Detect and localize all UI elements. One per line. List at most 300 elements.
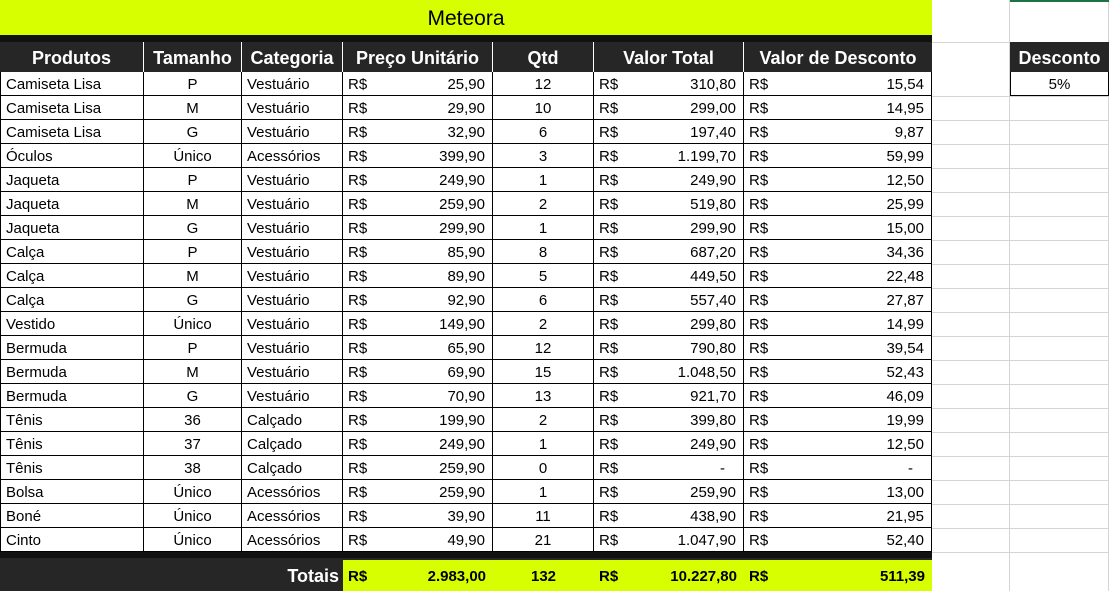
currency-symbol: R$ xyxy=(599,412,619,429)
header-valor-desconto[interactable]: Valor de Desconto xyxy=(759,48,917,68)
currency-symbol: R$ xyxy=(599,172,619,189)
cell-valor-total-value: 249,90 xyxy=(690,436,736,453)
cell-valor-desconto[interactable] xyxy=(744,360,932,383)
cell-qtd[interactable]: 6 xyxy=(493,120,594,143)
cell-valor-desconto[interactable] xyxy=(744,120,932,143)
cell-qtd[interactable]: 0 xyxy=(493,456,594,479)
currency-symbol: R$ xyxy=(749,268,769,285)
cell-valor-desconto-value: 52,43 xyxy=(886,364,924,381)
cell-preco-unitario-value: 259,90 xyxy=(439,460,485,477)
cell-valor-total-value: 438,90 xyxy=(690,508,736,525)
cell-preco-unitario[interactable] xyxy=(343,240,493,263)
currency-symbol: R$ xyxy=(599,508,619,525)
cell-produto[interactable]: Calça xyxy=(0,288,144,311)
cell-produto[interactable]: Camiseta Lisa xyxy=(0,72,144,95)
cell-preco-unitario-value: 259,90 xyxy=(439,484,485,501)
cell-categoria[interactable]: Acessórios xyxy=(242,528,343,551)
cell-valor-total[interactable] xyxy=(594,480,744,503)
cell-tamanho[interactable]: G xyxy=(144,288,242,311)
currency-symbol: R$ xyxy=(348,460,368,477)
cell-valor-total[interactable] xyxy=(594,96,744,119)
cell-qtd[interactable]: 12 xyxy=(493,336,594,359)
cell-preco-unitario[interactable] xyxy=(343,432,493,455)
cell-valor-total-value: 299,00 xyxy=(690,100,736,117)
cell-preco-unitario[interactable] xyxy=(343,408,493,431)
title-separator xyxy=(0,35,932,42)
cell-valor-desconto[interactable] xyxy=(744,480,932,503)
cell-categoria[interactable]: Vestuário xyxy=(242,120,343,143)
cell-qtd[interactable]: 5 xyxy=(493,264,594,287)
cell-produto[interactable]: Camiseta Lisa xyxy=(0,96,144,119)
cell-valor-desconto[interactable] xyxy=(744,312,932,335)
cell-categoria[interactable]: Vestuário xyxy=(242,216,343,239)
cell-valor-total-value: 1.048,50 xyxy=(677,364,736,381)
cell-preco-unitario-value: 89,90 xyxy=(447,268,485,285)
totals-valor-total-cell[interactable] xyxy=(594,560,744,591)
table-row xyxy=(0,144,932,168)
cell-categoria[interactable]: Calçado xyxy=(242,408,343,431)
cell-valor-total[interactable] xyxy=(594,120,744,143)
totals-valor-total: 10.227,80 xyxy=(670,568,737,585)
cell-qtd[interactable]: 2 xyxy=(493,312,594,335)
cell-qtd[interactable]: 21 xyxy=(493,528,594,551)
totals-preco-cell[interactable] xyxy=(343,560,493,591)
cell-valor-desconto-value: 12,50 xyxy=(886,172,924,189)
cell-preco-unitario-value: 249,90 xyxy=(439,436,485,453)
cell-categoria[interactable]: Vestuário xyxy=(242,336,343,359)
cell-valor-total-value: 790,80 xyxy=(690,340,736,357)
cell-preco-unitario-value: 32,90 xyxy=(447,124,485,141)
cell-categoria[interactable]: Acessórios xyxy=(242,504,343,527)
cell-preco-unitario-value: 399,90 xyxy=(439,148,485,165)
cell-valor-total[interactable] xyxy=(594,192,744,215)
cell-valor-desconto-value: 21,95 xyxy=(886,508,924,525)
currency-symbol: R$ xyxy=(599,244,619,261)
currency-symbol: R$ xyxy=(348,532,368,549)
cell-valor-total-value: 921,70 xyxy=(690,388,736,405)
currency-symbol: R$ xyxy=(348,436,368,453)
cell-preco-unitario-value: 149,90 xyxy=(439,316,485,333)
cell-produto[interactable]: Camiseta Lisa xyxy=(0,120,144,143)
totals-row xyxy=(0,558,932,591)
currency-symbol: R$ xyxy=(348,340,368,357)
table-row xyxy=(0,480,932,504)
cell-preco-unitario[interactable] xyxy=(343,216,493,239)
cell-valor-desconto[interactable] xyxy=(744,192,932,215)
cell-preco-unitario-value: 259,90 xyxy=(439,196,485,213)
currency-symbol: R$ xyxy=(348,124,368,141)
cell-valor-desconto-value: 9,87 xyxy=(894,124,924,141)
cell-produto[interactable]: Cinto xyxy=(0,528,144,551)
cell-valor-desconto-value: 52,40 xyxy=(886,532,924,549)
cell-valor-total[interactable] xyxy=(594,240,744,263)
currency-symbol: R$ xyxy=(599,196,619,213)
table-row xyxy=(0,408,932,432)
currency-symbol: R$ xyxy=(749,460,769,477)
cell-tamanho[interactable]: Único xyxy=(144,480,242,503)
currency-symbol: R$ xyxy=(348,412,368,429)
cell-preco-unitario-value: 92,90 xyxy=(447,292,485,309)
currency-symbol: R$ xyxy=(599,316,619,333)
currency-symbol: R$ xyxy=(348,268,368,285)
currency-symbol: R$ xyxy=(348,484,368,501)
cell-tamanho[interactable]: G xyxy=(144,384,242,407)
cell-valor-total-value: 259,90 xyxy=(690,484,736,501)
table-row xyxy=(0,288,932,312)
header-qtd[interactable]: Qtd xyxy=(493,42,594,72)
cell-valor-desconto-value: 15,54 xyxy=(886,76,924,93)
currency-symbol: R$ xyxy=(749,220,769,237)
table-row xyxy=(0,312,932,336)
cell-preco-unitario[interactable] xyxy=(343,96,493,119)
currency-symbol: R$ xyxy=(348,172,368,189)
totals-preco: 2.983,00 xyxy=(427,568,486,585)
currency-symbol: R$ xyxy=(749,100,769,117)
table-row xyxy=(0,264,932,288)
sheet-title[interactable]: Meteora xyxy=(0,0,932,35)
cell-valor-desconto[interactable] xyxy=(744,384,932,407)
cell-qtd[interactable]: 1 xyxy=(493,168,594,191)
cell-categoria[interactable]: Acessórios xyxy=(242,144,343,167)
currency-symbol: R$ xyxy=(749,340,769,357)
table-row xyxy=(0,432,932,456)
cell-tamanho[interactable]: G xyxy=(144,216,242,239)
cell-produto[interactable]: Bolsa xyxy=(0,480,144,503)
currency-symbol: R$ xyxy=(599,388,619,405)
cell-tamanho[interactable]: P xyxy=(144,72,242,95)
cell-produto[interactable]: Vestido xyxy=(0,312,144,335)
cell-preco-unitario[interactable] xyxy=(343,336,493,359)
currency-symbol: R$ xyxy=(599,364,619,381)
cell-qtd[interactable]: 11 xyxy=(493,504,594,527)
cell-valor-total-value: 399,80 xyxy=(690,412,736,429)
currency-symbol: R$ xyxy=(749,172,769,189)
currency-symbol: R$ xyxy=(348,316,368,333)
currency-symbol: R$ xyxy=(348,244,368,261)
currency-symbol: R$ xyxy=(599,124,619,141)
cell-valor-total-value: 197,40 xyxy=(690,124,736,141)
cell-preco-unitario[interactable] xyxy=(343,504,493,527)
currency-symbol: R$ xyxy=(348,388,368,405)
currency-symbol: R$ xyxy=(599,220,619,237)
cell-tamanho[interactable]: G xyxy=(144,120,242,143)
cell-categoria[interactable]: Vestuário xyxy=(242,96,343,119)
cell-valor-total[interactable] xyxy=(594,312,744,335)
cell-valor-desconto[interactable] xyxy=(744,504,932,527)
currency-symbol: R$ xyxy=(348,76,368,93)
currency-symbol: R$ xyxy=(348,196,368,213)
cell-categoria[interactable]: Vestuário xyxy=(242,384,343,407)
cell-tamanho[interactable]: P xyxy=(144,168,242,191)
totals-desconto-cell[interactable] xyxy=(744,560,932,591)
currency-symbol: R$ xyxy=(749,196,769,213)
currency-symbol: R$ xyxy=(599,568,619,585)
cell-preco-unitario[interactable] xyxy=(343,168,493,191)
table-row xyxy=(0,528,932,552)
currency-symbol: R$ xyxy=(599,76,619,93)
currency-symbol: R$ xyxy=(749,388,769,405)
table-row xyxy=(0,384,932,408)
currency-symbol: R$ xyxy=(749,148,769,165)
cell-categoria[interactable]: Calçado xyxy=(242,456,343,479)
cell-valor-desconto-value: 22,48 xyxy=(886,268,924,285)
table-row xyxy=(0,96,932,120)
currency-symbol: R$ xyxy=(749,436,769,453)
cell-tamanho[interactable]: 36 xyxy=(144,408,242,431)
cell-produto[interactable]: Óculos xyxy=(0,144,144,167)
table-row xyxy=(0,456,932,480)
cell-valor-total[interactable] xyxy=(594,432,744,455)
cell-tamanho[interactable]: M xyxy=(144,360,242,383)
cell-preco-unitario[interactable] xyxy=(343,288,493,311)
cell-preco-unitario[interactable] xyxy=(343,456,493,479)
currency-symbol: R$ xyxy=(599,268,619,285)
cell-tamanho[interactable]: P xyxy=(144,240,242,263)
cell-qtd[interactable]: 1 xyxy=(493,480,594,503)
cell-valor-total-value: 519,80 xyxy=(690,196,736,213)
cell-valor-total[interactable] xyxy=(594,504,744,527)
currency-symbol: R$ xyxy=(348,568,368,585)
cell-produto[interactable]: Jaqueta xyxy=(0,216,144,239)
cell-valor-desconto[interactable] xyxy=(744,240,932,263)
currency-symbol: R$ xyxy=(749,364,769,381)
cell-preco-unitario[interactable] xyxy=(343,120,493,143)
cell-preco-unitario[interactable] xyxy=(343,264,493,287)
cell-valor-desconto-value: 13,00 xyxy=(886,484,924,501)
cell-preco-unitario-value: 49,90 xyxy=(447,532,485,549)
cell-preco-unitario[interactable] xyxy=(343,144,493,167)
currency-symbol: R$ xyxy=(348,100,368,117)
discount-rate-cell[interactable]: 5% xyxy=(1010,72,1109,96)
currency-symbol: R$ xyxy=(348,364,368,381)
totals-desconto: 511,39 xyxy=(879,568,925,585)
cell-valor-desconto-value: 46,09 xyxy=(886,388,924,405)
cell-preco-unitario-value: 39,90 xyxy=(447,508,485,525)
cell-qtd[interactable]: 2 xyxy=(493,408,594,431)
discount-header[interactable]: Desconto xyxy=(1010,42,1109,72)
cell-valor-total-value: 557,40 xyxy=(690,292,736,309)
currency-symbol: R$ xyxy=(749,568,769,585)
cell-qtd[interactable]: 1 xyxy=(493,216,594,239)
cell-valor-total[interactable] xyxy=(594,408,744,431)
currency-symbol: R$ xyxy=(599,532,619,549)
cell-preco-unitario[interactable] xyxy=(343,360,493,383)
cell-categoria[interactable]: Vestuário xyxy=(242,72,343,95)
cell-valor-total[interactable] xyxy=(594,144,744,167)
cell-tamanho[interactable]: M xyxy=(144,264,242,287)
cell-valor-desconto-value: 39,54 xyxy=(886,340,924,357)
cell-valor-total-value: 449,50 xyxy=(690,268,736,285)
cell-tamanho[interactable]: P xyxy=(144,336,242,359)
cell-valor-total-value: 299,90 xyxy=(690,220,736,237)
cell-produto[interactable]: Bermuda xyxy=(0,360,144,383)
cell-preco-unitario[interactable] xyxy=(343,312,493,335)
currency-symbol: R$ xyxy=(749,412,769,429)
cell-produto[interactable]: Boné xyxy=(0,504,144,527)
cell-preco-unitario-value: 65,90 xyxy=(447,340,485,357)
header-categoria[interactable]: Categoria xyxy=(242,42,343,72)
currency-symbol: R$ xyxy=(749,532,769,549)
cell-preco-unitario-value: 25,90 xyxy=(447,76,485,93)
cell-preco-unitario-value: 70,90 xyxy=(447,388,485,405)
currency-symbol: R$ xyxy=(348,508,368,525)
cell-produto[interactable]: Tênis xyxy=(0,456,144,479)
cell-preco-unitario-value: 69,90 xyxy=(447,364,485,381)
currency-symbol: R$ xyxy=(749,292,769,309)
cell-valor-total[interactable] xyxy=(594,216,744,239)
cell-produto[interactable]: Jaqueta xyxy=(0,192,144,215)
cell-tamanho[interactable]: 37 xyxy=(144,432,242,455)
cell-preco-unitario[interactable] xyxy=(343,480,493,503)
cell-valor-desconto[interactable] xyxy=(744,216,932,239)
cell-categoria[interactable]: Vestuário xyxy=(242,360,343,383)
cell-valor-desconto[interactable] xyxy=(744,456,932,479)
cell-valor-total[interactable] xyxy=(594,384,744,407)
cell-produto[interactable]: Calça xyxy=(0,240,144,263)
cell-categoria[interactable]: Vestuário xyxy=(242,288,343,311)
cell-preco-unitario[interactable] xyxy=(343,528,493,551)
cell-preco-unitario-value: 199,90 xyxy=(439,412,485,429)
cell-categoria[interactable]: Vestuário xyxy=(242,312,343,335)
cell-valor-desconto[interactable] xyxy=(744,168,932,191)
table-row xyxy=(0,336,932,360)
cell-valor-desconto[interactable] xyxy=(744,528,932,551)
cell-valor-total[interactable] xyxy=(594,360,744,383)
cell-tamanho[interactable]: Único xyxy=(144,312,242,335)
cell-qtd[interactable]: 15 xyxy=(493,360,594,383)
cell-valor-desconto-value: 19,99 xyxy=(886,412,924,429)
cell-valor-desconto-value: 27,87 xyxy=(886,292,924,309)
cell-valor-desconto[interactable] xyxy=(744,288,932,311)
cell-valor-total-value: 1.047,90 xyxy=(677,532,736,549)
cell-categoria[interactable]: Acessórios xyxy=(242,480,343,503)
cell-categoria[interactable]: Calçado xyxy=(242,432,343,455)
cell-categoria[interactable]: Vestuário xyxy=(242,168,343,191)
cell-valor-desconto[interactable] xyxy=(744,432,932,455)
cell-valor-total-value: 310,80 xyxy=(690,76,736,93)
cell-preco-unitario[interactable] xyxy=(343,72,493,95)
cell-produto[interactable]: Calça xyxy=(0,264,144,287)
cell-qtd[interactable]: 10 xyxy=(493,96,594,119)
totals-qtd[interactable]: 132 xyxy=(493,560,594,591)
currency-symbol: R$ xyxy=(599,148,619,165)
cell-produto[interactable]: Bermuda xyxy=(0,336,144,359)
currency-symbol: R$ xyxy=(749,124,769,141)
currency-symbol: R$ xyxy=(749,316,769,333)
table-row xyxy=(0,192,932,216)
cell-qtd[interactable]: 8 xyxy=(493,240,594,263)
cell-qtd[interactable]: 12 xyxy=(493,72,594,95)
cell-valor-total-value: 299,80 xyxy=(690,316,736,333)
table-row xyxy=(0,360,932,384)
cell-valor-total-value: 249,90 xyxy=(690,172,736,189)
cell-valor-total[interactable] xyxy=(594,264,744,287)
cell-valor-total[interactable] xyxy=(594,72,744,95)
selected-column-indicator xyxy=(1010,0,1109,2)
header-produtos[interactable]: Produtos xyxy=(0,42,144,72)
cell-valor-desconto[interactable] xyxy=(744,72,932,95)
table-row xyxy=(0,72,932,96)
cell-valor-desconto[interactable] xyxy=(744,408,932,431)
cell-valor-desconto-value: - xyxy=(908,460,913,477)
cell-preco-unitario-value: 299,90 xyxy=(439,220,485,237)
cell-produto[interactable]: Bermuda xyxy=(0,384,144,407)
cell-valor-desconto[interactable] xyxy=(744,336,932,359)
cell-valor-desconto-value: 14,95 xyxy=(886,100,924,117)
cell-produto[interactable]: Jaqueta xyxy=(0,168,144,191)
currency-symbol: R$ xyxy=(599,100,619,117)
cell-valor-total[interactable] xyxy=(594,336,744,359)
currency-symbol: R$ xyxy=(749,76,769,93)
cell-tamanho[interactable]: 38 xyxy=(144,456,242,479)
cell-valor-desconto-value: 12,50 xyxy=(886,436,924,453)
cell-qtd[interactable]: 1 xyxy=(493,432,594,455)
cell-valor-total-value: 687,20 xyxy=(690,244,736,261)
cell-valor-total-value: 1.199,70 xyxy=(677,148,736,165)
currency-symbol: R$ xyxy=(749,244,769,261)
header-valor-total[interactable]: Valor Total xyxy=(594,42,744,72)
cell-valor-total[interactable] xyxy=(594,168,744,191)
table-header xyxy=(0,42,932,72)
totals-label[interactable]: Totais xyxy=(287,566,339,586)
cell-qtd[interactable]: 6 xyxy=(493,288,594,311)
header-tamanho[interactable]: Tamanho xyxy=(144,42,242,72)
cell-categoria[interactable]: Vestuário xyxy=(242,264,343,287)
cell-valor-desconto-value: 14,99 xyxy=(886,316,924,333)
table-body xyxy=(0,72,932,552)
table-row xyxy=(0,216,932,240)
cell-preco-unitario-value: 29,90 xyxy=(447,100,485,117)
cell-qtd[interactable]: 2 xyxy=(493,192,594,215)
table-row xyxy=(0,504,932,528)
cell-preco-unitario[interactable] xyxy=(343,192,493,215)
currency-symbol: R$ xyxy=(348,292,368,309)
cell-valor-desconto[interactable] xyxy=(744,264,932,287)
header-preco-unitario[interactable]: Preço Unitário xyxy=(343,42,493,72)
cell-tamanho[interactable]: Único xyxy=(144,144,242,167)
cell-valor-total-value: - xyxy=(720,460,725,477)
cell-tamanho[interactable]: M xyxy=(144,192,242,215)
cell-valor-desconto[interactable] xyxy=(744,144,932,167)
cell-preco-unitario[interactable] xyxy=(343,384,493,407)
cell-categoria[interactable]: Vestuário xyxy=(242,192,343,215)
currency-symbol: R$ xyxy=(599,484,619,501)
table-row xyxy=(0,120,932,144)
currency-symbol: R$ xyxy=(599,460,619,477)
cell-valor-desconto-value: 25,99 xyxy=(886,196,924,213)
cell-qtd[interactable]: 13 xyxy=(493,384,594,407)
currency-symbol: R$ xyxy=(749,508,769,525)
cell-valor-total[interactable] xyxy=(594,456,744,479)
cell-qtd[interactable]: 3 xyxy=(493,144,594,167)
table-row xyxy=(0,240,932,264)
cell-tamanho[interactable]: Único xyxy=(144,528,242,551)
cell-produto[interactable]: Tênis xyxy=(0,408,144,431)
currency-symbol: R$ xyxy=(348,220,368,237)
cell-categoria[interactable]: Vestuário xyxy=(242,240,343,263)
cell-valor-desconto-value: 15,00 xyxy=(886,220,924,237)
currency-symbol: R$ xyxy=(348,148,368,165)
table-row xyxy=(0,168,932,192)
cell-valor-total[interactable] xyxy=(594,288,744,311)
cell-tamanho[interactable]: Único xyxy=(144,504,242,527)
cell-preco-unitario-value: 249,90 xyxy=(439,172,485,189)
cell-tamanho[interactable]: M xyxy=(144,96,242,119)
cell-valor-desconto[interactable] xyxy=(744,96,932,119)
cell-produto[interactable]: Tênis xyxy=(0,432,144,455)
currency-symbol: R$ xyxy=(599,292,619,309)
cell-valor-total[interactable] xyxy=(594,528,744,551)
